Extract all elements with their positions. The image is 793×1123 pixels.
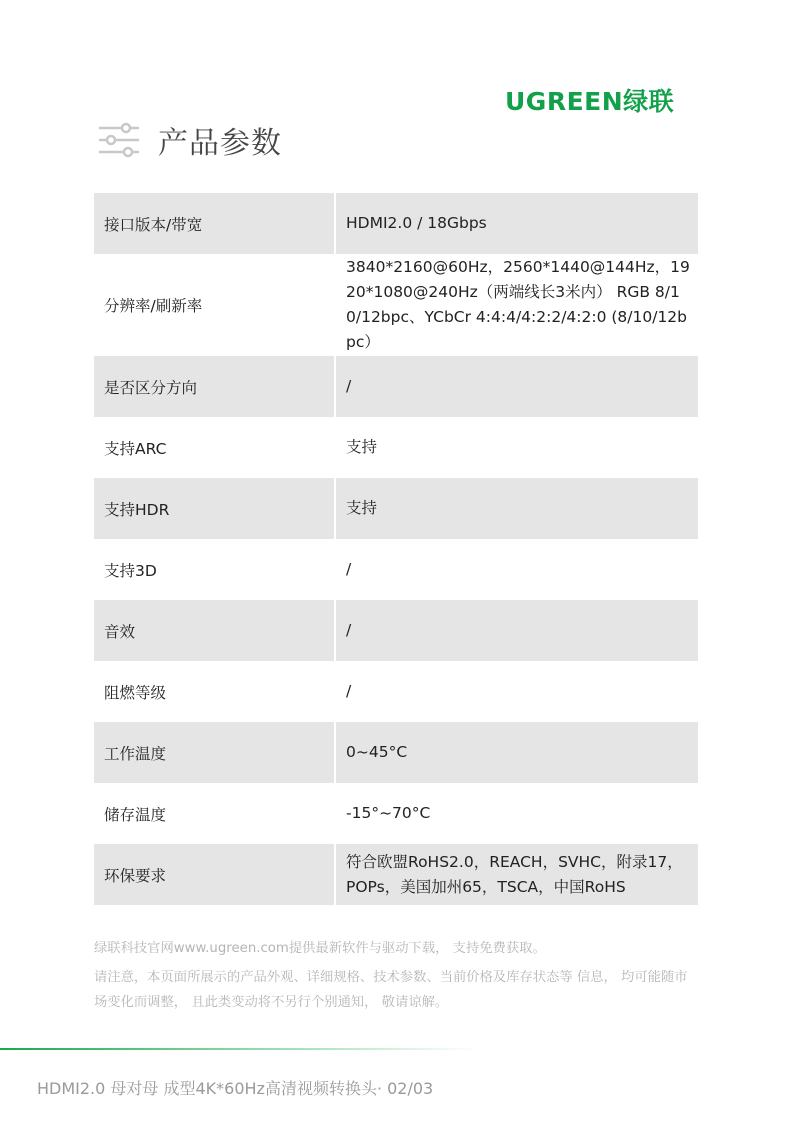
section-header (98, 118, 282, 162)
download-note: 绿联科技官网www.ugreen.com提供最新软件与驱动下载， 支持免费获取。 (94, 941, 546, 956)
spec-value: -15°~70°C (346, 804, 431, 822)
sliders-icon (98, 119, 140, 161)
spec-row (94, 722, 698, 783)
spec-value: 支持 (346, 438, 378, 456)
spec-value: 符合欧盟RoHS2.0，REACH，SVHC，附录17，POPs，美国加州65，TSCA，中国RoHS (346, 852, 683, 896)
spec-label: 分辨率/刷新率 (104, 297, 203, 315)
spec-row (94, 478, 698, 539)
spec-label: 支持3D (104, 561, 157, 580)
spec-label: 阻燃等级 (104, 683, 167, 702)
spec-label: 支持ARC (104, 439, 167, 458)
brand-logo-text: UGREEN绿联 (505, 87, 675, 116)
spec-value: 3840*2160@60Hz，2560*1440@144Hz，1920*1080@240Hz（两端线长3米内） RGB 8/10/12bpc、YCbCr 4:4:4/4:2:2/4:2:0 (8/10/12bpc） (346, 258, 690, 351)
spec-value: / (346, 377, 352, 395)
spec-label: 是否区分方向 (104, 378, 198, 397)
spec-value: 支持 (346, 499, 378, 517)
footer-divider (0, 1048, 480, 1050)
spec-row (94, 193, 698, 254)
spec-row (94, 417, 698, 478)
disclaimer-note: 请注意，本页面所展示的产品外观、详细规格、技术参数、当前价格及库存状态等 信息， 均可能随市场变化而调整， 且此类变动将不另行个别通知， 敬请谅解。 (94, 970, 688, 1010)
spec-label: 接口版本/带宽 (104, 215, 203, 234)
spec-value: / (346, 560, 352, 578)
spec-label: 支持HDR (104, 500, 170, 519)
spec-row (94, 844, 698, 905)
spec-row (94, 254, 698, 356)
spec-value: / (346, 682, 352, 700)
spec-row (94, 356, 698, 417)
spec-value: / (346, 621, 352, 639)
spec-label: 工作温度 (104, 744, 167, 763)
spec-row (94, 600, 698, 661)
brand-logo (505, 84, 705, 116)
spec-value: HDMI2.0 / 18Gbps (346, 214, 487, 232)
spec-label: 储存温度 (104, 805, 167, 824)
spec-value: 0~45°C (346, 743, 408, 761)
spec-row (94, 661, 698, 722)
spec-row (94, 539, 698, 600)
page-footer: HDMI2.0 母对母 成型4K*60Hz高清视频转换头· 02/03 (37, 1079, 434, 1098)
spec-label: 音效 (104, 622, 136, 641)
spec-table (94, 193, 698, 905)
spec-row (94, 783, 698, 844)
page-title: 产品参数 (158, 126, 282, 161)
spec-label: 环保要求 (104, 866, 167, 885)
disclaimer-notes (94, 936, 699, 1015)
